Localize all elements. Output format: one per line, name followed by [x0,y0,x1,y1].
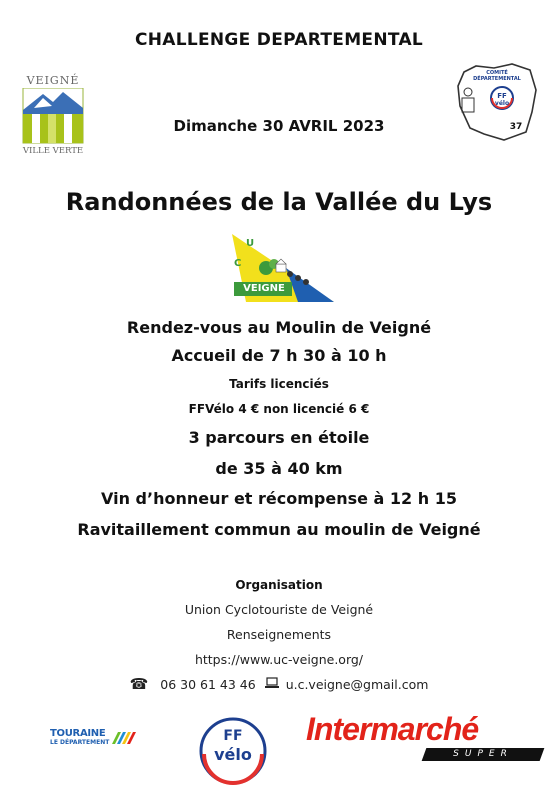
ucv-letter-c: C [234,258,242,269]
accueil-text: Accueil de 7 h 30 à 10 h [171,346,387,365]
parcours-text: 3 parcours en étoile [188,428,370,447]
touraine-stripes-graphic [112,730,136,746]
veigne-logo-title: VEIGNÉ [26,74,80,87]
veigne-logo-subtitle: VILLE VERTE [22,146,84,156]
intermarche-logo [306,712,544,766]
veigne-logo-graphic [18,88,88,144]
comite-line2: DÉPARTEMENTAL [473,76,521,82]
ffvelo-velo: vélo [214,745,252,764]
ravitaillement-text: Ravitaillement commun au moulin de Veigné [77,520,481,539]
distance-text: de 35 à 40 km [215,459,343,478]
touraine-logo [50,728,140,752]
event-date: Dimanche 30 AVRIL 2023 [173,117,385,135]
renseignements-label: Renseignements [226,627,332,642]
tarifs-text: FFVélo 4 € non licencié 6 € [188,402,370,416]
event-heading: CHALLENGE DEPARTEMENTAL [134,30,424,50]
organisation-label: Organisation [235,578,323,592]
club-url[interactable]: https://www.uc-veigne.org/ [194,652,364,667]
club-name: Union Cyclotouriste de Veigné [184,602,374,617]
touraine-line1: TOURAINE [50,728,106,739]
ffvelo-logo [198,716,268,786]
ucv-name: VEIGNE [243,283,285,294]
event-title: Randonnées de la Vallée du Lys [65,188,493,216]
svg-text:FF: FF [497,92,507,100]
touraine-line2: LE DÉPARTEMENT [50,739,110,746]
laptop-icon [264,677,280,692]
email-address[interactable]: u.c.veigne@gmail.com [285,676,429,692]
phone-icon: ☎ [129,675,149,693]
svg-text:vélo: vélo [494,100,510,107]
ffvelo-ff: FF [223,728,243,744]
intermarche-sub: SUPER [453,749,513,759]
intermarche-name: Intermarché [306,711,479,747]
ucv-letter-u: U [246,238,255,249]
vin-honneur-text: Vin d’honneur et récompense à 12 h 15 [101,489,457,508]
tarifs-label: Tarifs licenciés [229,377,329,391]
uc-veigne-logo [226,232,336,304]
phone-number[interactable]: 06 30 61 43 46 [160,676,256,692]
comite-number: 37 [509,122,523,132]
contact-row [0,675,558,693]
rendezvous-text: Rendez-vous au Moulin de Veigné [126,318,432,337]
comite-line1: COMITÉ [486,70,508,76]
